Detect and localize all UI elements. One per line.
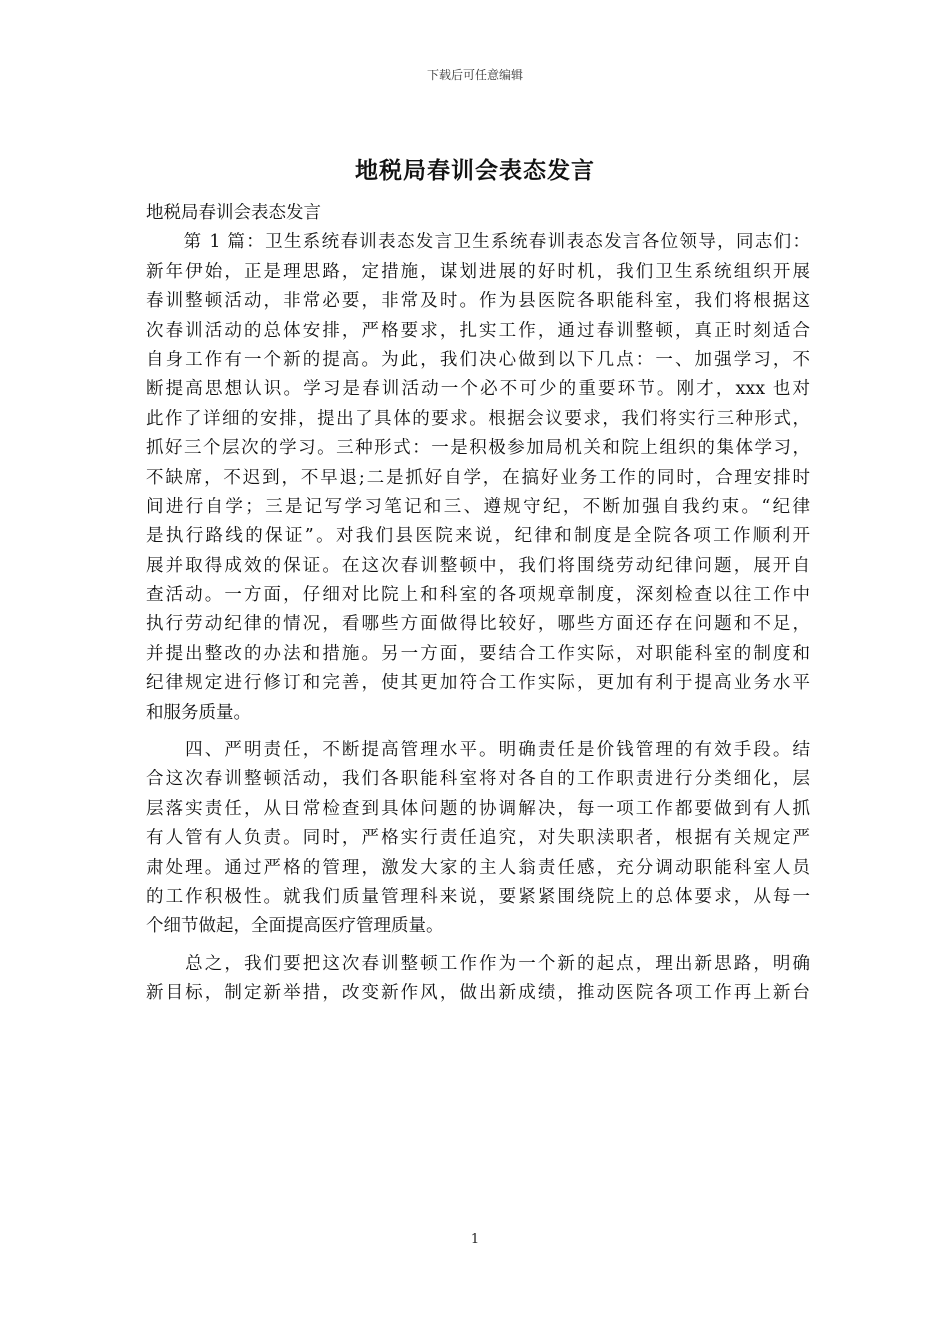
header-note: 下载后可任意编辑: [426, 68, 523, 82]
text-line: 总之，我们要把这次春训整顿工作作为一个新的起点，理出新思路，明确: [146, 953, 810, 974]
paragraph-gap: [146, 728, 810, 736]
text-line: 纪律规定进行修订和完善，使其更加符合工作实际，更加有利于提高业务水平: [146, 673, 810, 694]
paragraph: [146, 950, 810, 1009]
text-line: 是执行路线的保证”。对我们县医院来说，纪律和制度是全院各项工作顺利开: [146, 526, 810, 547]
text-line: 自身工作有一个新的提高。为此，我们决心做到以下几点：一、加强学习，不: [146, 349, 810, 370]
text-line: 查活动。一方面，仔细对比院上和科室的各项规章制度，深刻检查以往工作中: [146, 585, 810, 606]
text-line: 展并取得成效的保证。在这次春训整顿中，我们将围绕劳动纪律问题，展开自: [146, 555, 810, 576]
text-line: 春训整顿活动，非常必要，非常及时。作为县医院各职能科室，我们将根据这: [146, 291, 810, 312]
text-line: 第 1 篇：卫生系统春训表态发言卫生系统春训表态发言各位领导，同志们：: [146, 232, 810, 253]
text-line: 执行劳动纪律的情况，看哪些方面做得比较好，哪些方面还存在问题和不足，: [146, 614, 810, 635]
document-title: 地税局春训会表态发言: [355, 157, 595, 184]
paragraph: [146, 736, 810, 942]
document-body: [146, 199, 810, 1009]
text-line: 四、严明责任，不断提高管理水平。明确责任是价钱管理的有效手段。结: [146, 740, 810, 761]
text-line: 肃处理。通过严格的管理，激发大家的主人翁责任感，充分调动职能科室人员: [146, 857, 810, 878]
text-line: 个细节做起，全面提高医疗管理质量。: [146, 916, 444, 937]
page-number: 1: [470, 1232, 480, 1247]
text-line: 和服务质量。: [146, 702, 251, 723]
text-line: 层落实责任，从日常检查到具体问题的协调解决，每一项工作都要做到有人抓: [146, 798, 810, 819]
text-line: 合这次春训整顿活动，我们各职能科室将对各自的工作职责进行分类细化，层: [146, 769, 810, 790]
text-line: 有人管有人负责。同时，严格实行责任追究，对失职渎职者，根据有关规定严: [146, 828, 810, 849]
document-subtitle: 地税局春训会表态发言: [146, 203, 321, 223]
text-line: 新目标，制定新举措，改变新作风，做出新成绩，推动医院各项工作再上新台: [146, 983, 810, 1004]
text-line: 新年伊始，正是理思路，定措施，谋划进展的好时机，我们卫生系统组织开展: [146, 261, 810, 282]
paragraph-list: [146, 228, 810, 1008]
text-line: 抓好三个层次的学习。三种形式：一是积极参加局机关和院上组织的集体学习，: [146, 438, 810, 459]
text-line: 次春训活动的总体安排，严格要求，扎实工作，通过春训整顿，真正时刻适合: [146, 320, 810, 341]
text-line: 间进行自学；三是记写学习笔记和三、遵规守纪，不断加强自我约束。“纪律: [146, 496, 810, 517]
text-line: 并提出整改的办法和措施。另一方面，要结合工作实际，对职能科室的制度和: [146, 643, 810, 664]
text-line: 的工作积极性。就我们质量管理科来说，要紧紧围绕院上的总体要求，从每一: [146, 886, 810, 907]
text-line: 此作了详细的安排，提出了具体的要求。根据会议要求，我们将实行三种形式，: [146, 408, 810, 429]
paragraph-gap: [146, 942, 810, 950]
text-line: 断提高思想认识。学习是春训活动一个必不可少的重要环节。刚才，xxx 也对: [146, 379, 810, 400]
paragraph: [146, 228, 810, 728]
text-line: 不缺席，不迟到，不早退;二是抓好自学，在搞好业务工作的同时，合理安排时: [146, 467, 810, 488]
